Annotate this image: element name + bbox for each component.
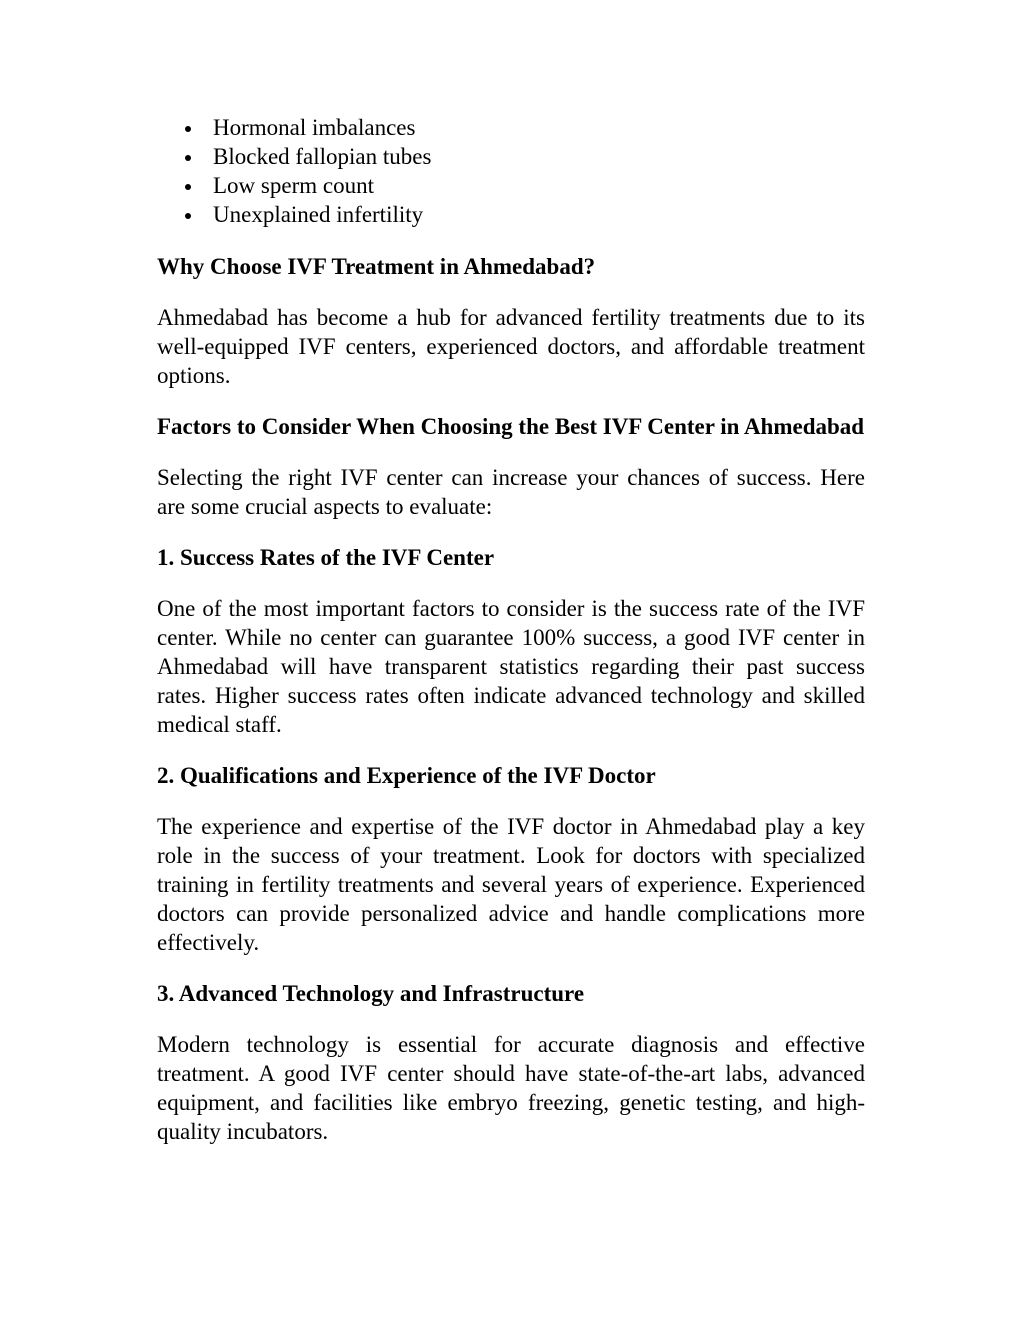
document-page bbox=[157, 113, 865, 1168]
bullet-icon bbox=[185, 184, 191, 190]
bullet-icon bbox=[185, 213, 191, 219]
section-body-factors: Selecting the right IVF center can increase your chances of success. Here are some crucial aspects to evaluate: bbox=[157, 465, 865, 519]
list-item-text: Low sperm count bbox=[213, 173, 374, 198]
section-body-why-choose: Ahmedabad has become a hub for advanced fertility treatments due to its well-equipped IVF centers, experienced doctors, and affordable treatment options. bbox=[157, 305, 865, 388]
section-body-technology: Modern technology is essential for accurate diagnosis and effective treatment. A good IVF center should have state-of-the-art labs, advanced equipment, and facilities like embryo freezing, genetic testing, and high-quality incubators. bbox=[157, 1032, 865, 1144]
list-item-text: Hormonal imbalances bbox=[213, 115, 416, 140]
causes-bullet-list bbox=[157, 113, 865, 229]
bullet-icon bbox=[185, 126, 191, 132]
section-heading-technology: 3. Advanced Technology and Infrastructure bbox=[157, 981, 585, 1006]
list-item-text: Blocked fallopian tubes bbox=[213, 144, 432, 169]
section-heading-factors: Factors to Consider When Choosing the Best IVF Center in Ahmedabad bbox=[157, 414, 865, 439]
list-item bbox=[157, 171, 865, 200]
bullet-icon bbox=[185, 155, 191, 161]
section-body-success-rates: One of the most important factors to consider is the success rate of the IVF center. While no center can guarantee 100% success, a good IVF center in Ahmedabad will have transparent statistics regarding their past success rates. Higher success rates often indicate advanced technology and skilled medical staff. bbox=[157, 596, 865, 737]
list-item-text: Unexplained infertility bbox=[213, 202, 424, 227]
list-item bbox=[157, 142, 865, 171]
section-heading-success-rates: 1. Success Rates of the IVF Center bbox=[157, 545, 495, 570]
section-body-doctor-qualifications: The experience and expertise of the IVF doctor in Ahmedabad play a key role in the success of your treatment. Look for doctors with specialized training in fertility treatments and several years of experience. Experienced doctors can provide personalized advice and handle complications more effectively. bbox=[157, 814, 865, 955]
section-heading-doctor-qualifications: 2. Qualifications and Experience of the IVF Doctor bbox=[157, 763, 656, 788]
list-item bbox=[157, 200, 865, 229]
list-item bbox=[157, 113, 865, 142]
section-heading-why-choose: Why Choose IVF Treatment in Ahmedabad? bbox=[157, 254, 596, 279]
